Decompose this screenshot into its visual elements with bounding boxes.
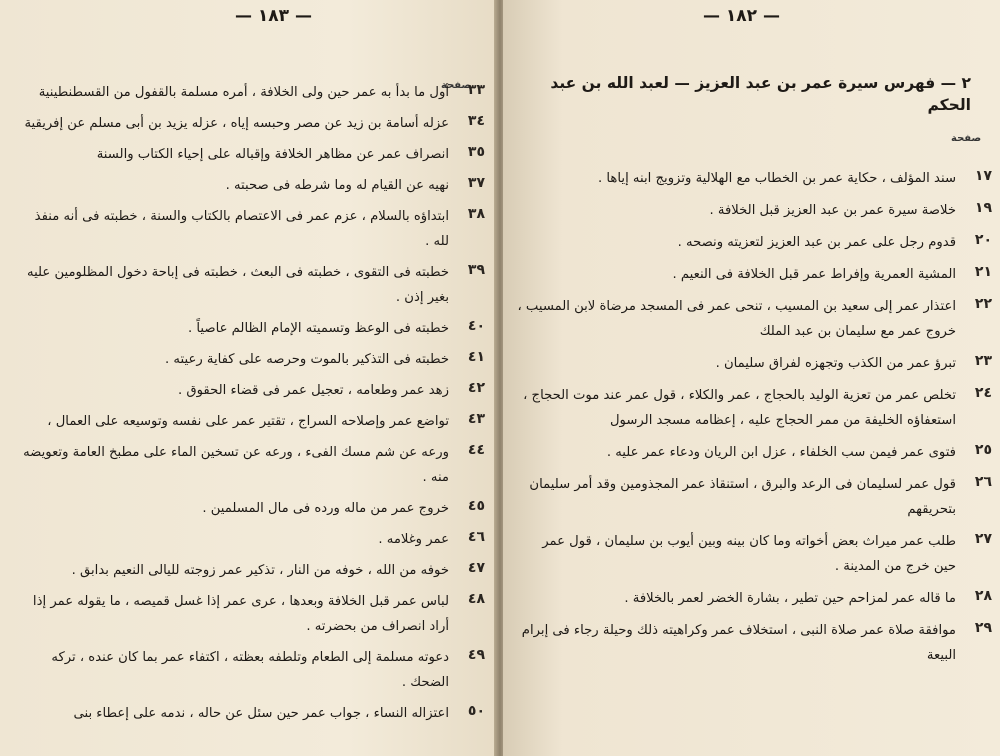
entry-text: لباس عمر قبل الخلافة وبعدها ، عرى عمر إذا غسل قميصه ، ما يقوله عمر إذا أراد انصراف من بحضرته . — [32, 594, 449, 634]
page-ref-number: ٥٠ — [467, 703, 485, 719]
entry-text: خطبته فى التذكير بالموت وحرصه على كفاية رعيته . — [165, 352, 449, 367]
page-ref-number: ٢٤ — [974, 385, 992, 401]
page-ref-number: ٣٨ — [467, 206, 485, 222]
entry-text: خطبته فى الوعظ وتسميته الإمام الظالم عاصياً . — [188, 321, 449, 336]
index-entry — [15, 527, 485, 552]
page-ref-number: ٤٨ — [467, 591, 485, 607]
entry-text: ما قاله عمر لمزاحم حين تطير ، بشارة الخضر لعمر بالخلافة . — [624, 591, 956, 606]
index-entry — [15, 260, 485, 310]
entry-text: عزله أسامة بن زيد عن مصر وحبسه إياه ، عزله يزيد بن أبى مسلم عن إفريقية — [24, 116, 449, 131]
entry-text: خروج عمر من ماله ورده فى مال المسلمين . — [202, 501, 449, 516]
index-entry — [510, 472, 992, 522]
index-entry — [15, 142, 485, 167]
entry-text: تبرؤ عمر من الكذب وتجهزه لفراق سليمان . — [715, 356, 956, 371]
entry-text: تخلص عمر من تعزية الوليد بالحجاج ، عمر والكلاء ، قول عمر عند موت الحجاج ، استعفاؤه الخليفة من ممر الحجاج عليه ، إعظامه مسجد الرسول — [523, 388, 956, 428]
index-entry — [510, 166, 992, 191]
entry-text: موافقة صلاة عمر صلاة النبى ، استخلاف عمر وكراهيته ذلك وحيلة رجاء فى إبرام البيعة — [521, 623, 956, 663]
entry-text: نهيه عن القيام له وما شرطه فى صحبته . — [225, 178, 449, 193]
page-ref-number: ٣٣ — [467, 82, 485, 98]
index-entry — [15, 645, 485, 695]
page-ref-number: ٤٦ — [467, 529, 485, 545]
entry-text: خلاصة سيرة عمر بن عبد العزيز قبل الخلافة . — [709, 203, 956, 218]
index-entry — [15, 496, 485, 521]
entry-text: عمر وغلامه . — [378, 532, 449, 547]
page-ref-number: ٣٧ — [467, 175, 485, 191]
index-entry — [15, 316, 485, 341]
page-ref-number: ٤٥ — [467, 498, 485, 514]
page-ref-number: ٤٧ — [467, 560, 485, 576]
index-entry — [15, 204, 485, 254]
index-entry — [15, 440, 485, 490]
index-list — [15, 80, 485, 732]
entry-text: خطبته فى التقوى ، خطبته فى البعث ، خطبته فى إباحة دخول المظلومين عليه بغير إذن . — [27, 265, 449, 305]
index-entry — [510, 618, 992, 668]
entry-text: قدوم رجل على عمر بن عبد العزيز لتعزيته ونصحه . — [677, 235, 956, 250]
index-entry — [15, 173, 485, 198]
page-ref-number: ٢٠ — [974, 232, 992, 248]
left-page — [0, 0, 497, 756]
entry-text: تواضع عمر وإصلاحه السراج ، تقتير عمر على نفسه وتوسيعه على العمال ، — [47, 414, 449, 429]
index-entry — [510, 230, 992, 255]
entry-text: اعتزاله النساء ، جواب عمر حين سئل عن حاله ، ندمه على إعطاء بنى — [73, 706, 449, 721]
right-page — [503, 0, 1000, 756]
entry-text: سند المؤلف ، حكاية عمر بن الخطاب مع الهلالية وتزويج ابنه إياها . — [598, 171, 956, 186]
index-entry — [15, 558, 485, 583]
page-number: — ١٨٢ — — [703, 6, 780, 26]
entry-text: طلب عمر ميراث بعض أخواته وما كان بينه وبين أيوب بن سليمان ، قول عمر حين خرج من المدينة . — [542, 534, 956, 574]
entry-text: ورعه عن شم مسك الفىء ، ورعه عن تسخين الماء على مطبخ العامة وتعويضه منه . — [23, 445, 449, 485]
index-entry — [15, 409, 485, 434]
entry-text: ابتداؤه بالسلام ، عزم عمر فى الاعتصام بالكتاب والسنة ، خطبته فى أنه منفذ لله . — [34, 209, 449, 249]
page-ref-number: ٢٩ — [974, 620, 992, 636]
index-entry — [15, 347, 485, 372]
page-ref-number: ٤١ — [467, 349, 485, 365]
section-heading: ٢ — فهرس سيرة عمر بن عبد العزيز — لعبد الله بن عبد الحكم — [550, 74, 971, 114]
page-ref-number: ٢٧ — [974, 531, 992, 547]
page-column-label: صفحة — [441, 80, 472, 91]
page-ref-number: ٢٨ — [974, 588, 992, 604]
entry-text: اعتذار عمر إلى سعيد بن المسيب ، تنحى عمر فى المسجد مرضاة لابن المسيب ، خروج عمر مع سليمان بن عبد الملك — [517, 299, 956, 339]
entry-text: فتوى عمر فيمن سب الخلفاء ، عزل ابن الريان ودعاء عمر عليه . — [606, 445, 956, 460]
index-entry — [15, 111, 485, 136]
index-entry — [510, 440, 992, 465]
entry-text: انصراف عمر عن مظاهر الخلافة وإقباله على إحياء الكتاب والسنة — [96, 147, 449, 162]
entry-text: أول ما بدأ به عمر حين ولى الخلافة ، أمره مسلمة بالقفول من القسطنطينية — [38, 85, 449, 100]
page-ref-number: ٤٠ — [467, 318, 485, 334]
page-column-label: صفحة — [951, 133, 982, 144]
index-list — [510, 166, 992, 675]
index-entry — [510, 262, 992, 287]
page-ref-number: ٢٥ — [974, 442, 992, 458]
page-number: — ١٨٣ — — [235, 6, 312, 26]
entry-text: دعوته مسلمة إلى الطعام وتلطفه بعظته ، اكتفاء عمر بما كان عنده ، تركه الضحك . — [51, 650, 449, 690]
entry-text: خوفه من الله ، خوفه من النار ، تذكير عمر زوجته لليالى النعيم بدابق . — [71, 563, 449, 578]
index-entry — [15, 701, 485, 726]
page-ref-number: ١٧ — [974, 168, 992, 184]
entry-text: زهد عمر وطعامه ، تعجيل عمر فى قضاء الحقوق . — [177, 383, 449, 398]
page-ref-number: ٤٢ — [467, 380, 485, 396]
entry-text: المشية العمرية وإفراط عمر قبل الخلافة فى النعيم . — [672, 267, 956, 282]
page-ref-number: ٣٤ — [467, 113, 485, 129]
page-ref-number: ٤٩ — [467, 647, 485, 663]
page-ref-number: ٢٢ — [974, 296, 992, 312]
page-ref-number: ١٩ — [974, 200, 992, 216]
page-ref-number: ٤٤ — [467, 442, 485, 458]
page-ref-number: ٣٥ — [467, 144, 485, 160]
index-entry — [510, 383, 992, 433]
index-entry — [15, 378, 485, 403]
page-ref-number: ٢١ — [974, 264, 992, 280]
page-ref-number: ٤٣ — [467, 411, 485, 427]
page-ref-number: ٣٩ — [467, 262, 485, 278]
index-entry — [510, 351, 992, 376]
index-entry — [510, 294, 992, 344]
page-ref-number: ٢٦ — [974, 474, 992, 490]
entry-text: قول عمر لسليمان فى الرعد والبرق ، استنقاذ عمر المجذومين وقد أمر سليمان بتحريقهم — [529, 477, 956, 517]
index-entry — [15, 80, 485, 105]
index-entry — [510, 198, 992, 223]
index-entry — [15, 589, 485, 639]
index-entry — [510, 586, 992, 611]
page-ref-number: ٢٣ — [974, 353, 992, 369]
index-entry — [510, 529, 992, 579]
